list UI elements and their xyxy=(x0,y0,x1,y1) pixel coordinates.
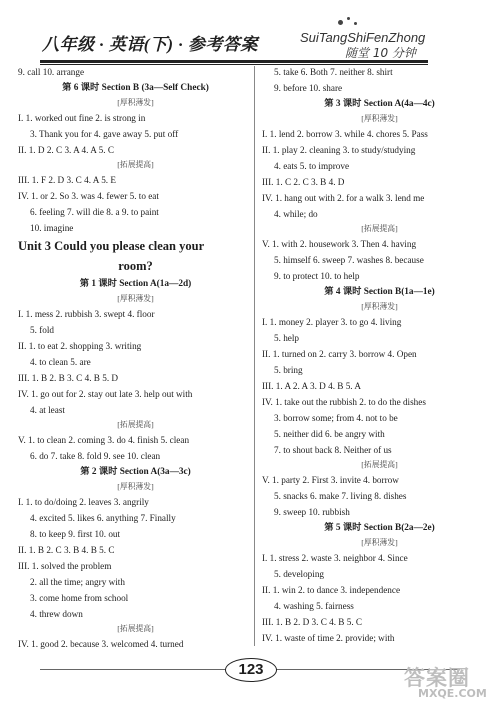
answer-line: II. 1. B 2. C 3. B 4. B 5. C xyxy=(18,545,115,555)
subsection-tag: [拓展提高] xyxy=(117,420,154,429)
page-title: 八年级 · 英语(下) · 参考答案 xyxy=(42,35,258,54)
answer-line: III. 1. B 2. B 3. C 4. B 5. D xyxy=(18,373,119,383)
answer-line: I. 1. money 2. player 3. to go 4. living xyxy=(262,317,402,327)
answer-line: 6. do 7. take 8. fold 9. see 10. clean xyxy=(30,451,161,461)
section-heading: 第 4 课时 Section B(1a—1e) xyxy=(324,287,435,297)
answer-line: 4. threw down xyxy=(30,609,83,619)
answer-line: 4. excited 5. likes 6. anything 7. Finally xyxy=(30,513,176,523)
subsection-tag: [拓展提高] xyxy=(361,224,398,233)
brand-name-cn: 随堂 10 分钟 xyxy=(345,46,416,60)
column-divider xyxy=(254,66,255,646)
answer-line: 5. take 6. Both 7. neither 8. shirt xyxy=(274,67,393,77)
section-heading: 第 2 课时 Section A(3a—3c) xyxy=(80,467,191,477)
answer-line: I. 1. mess 2. rubbish 3. swept 4. floor xyxy=(18,309,155,319)
answer-line: 9. before 10. share xyxy=(274,83,343,93)
answer-line: V. 1. party 2. First 3. invite 4. borrow xyxy=(262,475,399,485)
answer-line: I. 1. stress 2. waste 3. neighbor 4. Since xyxy=(262,553,408,563)
header-rule xyxy=(40,60,428,63)
page-number: 123 xyxy=(225,658,277,682)
answer-line: 10. imagine xyxy=(30,223,74,233)
answer-column-left xyxy=(18,64,253,652)
answer-line: 6. feeling 7. will die 8. a 9. to paint xyxy=(30,207,159,217)
decor-dot-icon xyxy=(347,17,350,20)
subsection-tag: [厚积薄发] xyxy=(117,98,154,107)
answer-line: 9. to protect 10. to help xyxy=(274,271,360,281)
answer-line: III. 1. C 2. C 3. B 4. D xyxy=(262,177,345,187)
subsection-tag: [厚积薄发] xyxy=(117,482,154,491)
section-heading: 第 5 课时 Section B(2a—2e) xyxy=(324,523,435,533)
answer-line: 4. to clean 5. are xyxy=(30,357,91,367)
answer-column-right xyxy=(262,64,497,646)
watermark-logo: 答案圈 MXQE.COM xyxy=(404,666,487,700)
subsection-tag: [拓展提高] xyxy=(117,624,154,633)
answer-line: 4. eats 5. to improve xyxy=(274,161,350,171)
page-header xyxy=(0,0,500,60)
answer-line: IV. 1. waste of time 2. provide; with xyxy=(262,633,395,643)
answer-line: IV. 1. go out for 2. stay out late 3. help out with xyxy=(18,389,193,399)
answer-line: IV. 1. hang out with 2. for a walk 3. lend me xyxy=(262,193,425,203)
subsection-tag: [厚积薄发] xyxy=(361,114,398,123)
answer-line: V. 1. with 2. housework 3. Then 4. having xyxy=(262,239,417,249)
answer-line: 4. at least xyxy=(30,405,65,415)
answer-line: III. 1. B 2. D 3. C 4. B 5. C xyxy=(262,617,363,627)
section-heading: 第 1 课时 Section A(1a—2d) xyxy=(79,279,192,289)
answer-line: III. 1. A 2. A 3. D 4. B 5. A xyxy=(262,381,362,391)
section-heading: 第 3 课时 Section A(4a—4c) xyxy=(324,99,435,109)
subsection-tag: [厚积薄发] xyxy=(361,538,398,547)
answer-line: III. 1. solved the problem xyxy=(18,561,112,571)
answer-line: II. 1. play 2. cleaning 3. to study/studying xyxy=(262,145,416,155)
answer-line: IV. 1. take out the rubbish 2. to do the dishes xyxy=(262,397,426,407)
answer-line: 5. himself 6. sweep 7. washes 8. because xyxy=(274,255,424,265)
decor-dot-icon xyxy=(354,22,357,25)
answer-line: 5. fold xyxy=(30,325,54,335)
answer-line: 9. sweep 10. rubbish xyxy=(274,507,350,517)
answer-line: 4. washing 5. fairness xyxy=(274,601,354,611)
answer-line: II. 1. to eat 2. shopping 3. writing xyxy=(18,341,142,351)
subsection-tag: [拓展提高] xyxy=(117,160,154,169)
answer-line: II. 1. D 2. C 3. A 4. A 5. C xyxy=(18,145,114,155)
answer-line: 2. all the time; angry with xyxy=(30,577,125,587)
section-heading: 第 6 课时 Section B (3a—Self Check) xyxy=(62,83,209,93)
unit-title: room? xyxy=(118,259,153,273)
answer-line: I. 1. lend 2. borrow 3. while 4. chores 5. Pass xyxy=(262,129,428,139)
answer-line: I. 1. worked out fine 2. is strong in xyxy=(18,113,146,123)
answer-line: 3. come home from school xyxy=(30,593,129,603)
subsection-tag: [拓展提高] xyxy=(361,460,398,469)
answer-line: II. 1. win 2. to dance 3. independence xyxy=(262,585,401,595)
answer-line: 5. help xyxy=(274,333,300,343)
answer-line: II. 1. turned on 2. carry 3. borrow 4. Open xyxy=(262,349,417,359)
answer-line: 7. to shout back 8. Neither of us xyxy=(274,445,392,455)
subsection-tag: [厚积薄发] xyxy=(361,302,398,311)
answer-line: IV. 1. good 2. because 3. welcomed 4. turned xyxy=(18,639,184,649)
decor-dot-icon xyxy=(338,20,343,25)
unit-title: Unit 3 Could you please clean your xyxy=(18,239,205,253)
answer-line: 4. while; do xyxy=(274,209,318,219)
answer-line: 3. Thank you for 4. gave away 5. put off xyxy=(30,129,179,139)
answer-line: 5. snacks 6. make 7. living 8. dishes xyxy=(274,491,407,501)
answer-line: 3. borrow some; from 4. not to be xyxy=(274,413,398,423)
answer-line: 8. to keep 9. first 10. out xyxy=(30,529,121,539)
answer-line: IV. 1. or 2. So 3. was 4. fewer 5. to eat xyxy=(18,191,159,201)
answer-line: 5. developing xyxy=(274,569,325,579)
answer-line: III. 1. F 2. D 3. C 4. A 5. E xyxy=(18,175,117,185)
brand-name-en: SuiTangShiFenZhong xyxy=(300,30,426,45)
answer-line: V. 1. to clean 2. coming 3. do 4. finish 5. clean xyxy=(18,435,190,445)
answer-line: 5. neither did 6. be angry with xyxy=(274,429,385,439)
subsection-tag: [厚积薄发] xyxy=(117,294,154,303)
answer-line: I. 1. to do/doing 2. leaves 3. angrily xyxy=(18,497,149,507)
answer-line: 9. call 10. arrange xyxy=(18,67,85,77)
answer-line: 5. bring xyxy=(274,365,303,375)
